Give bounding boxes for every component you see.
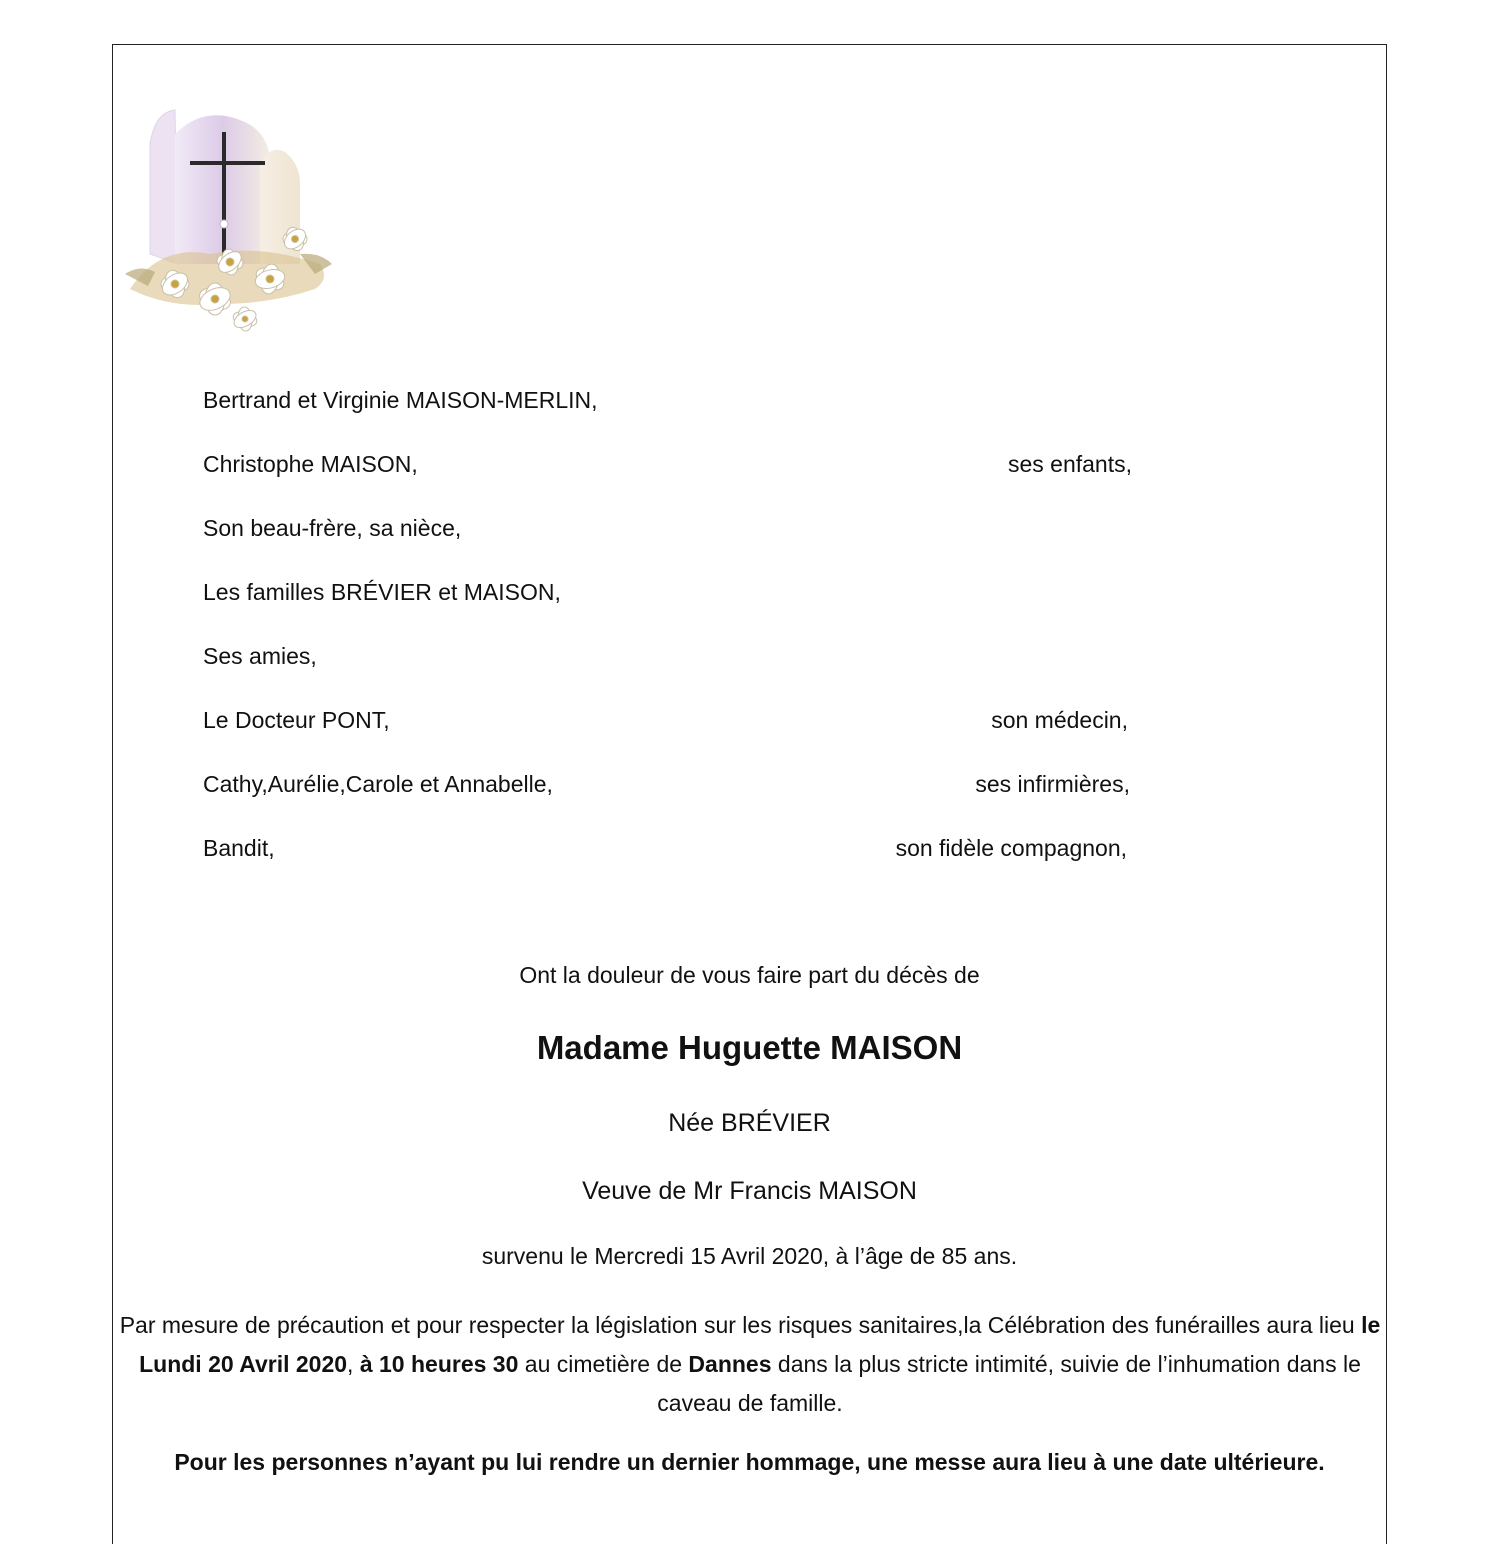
family-member-role: son fidèle compagnon, [895,835,1127,861]
funeral-date: le Lundi 20 Avril 2020 [139,1312,1381,1377]
family-member-name: Bertrand et Virginie MAISON-MERLIN, [203,387,598,413]
details-text: au cimetière de [518,1351,689,1377]
cross-with-flowers-icon [120,104,340,354]
funeral-place: Dannes [688,1351,772,1377]
details-separator: , [347,1351,360,1377]
funeral-time: à 10 heures 30 [359,1351,519,1377]
widow-of: Veuve de Mr Francis MAISON [582,1177,917,1205]
maiden-name: Née BRÉVIER [668,1109,831,1137]
date-of-death: survenu le Mercredi 15 Avril 2020, à l’âge de 85 ans. [481,1243,1018,1269]
details-text: dans la plus stricte intimité, suivie de l’inhumation dans le caveau de famille. [657,1351,1361,1416]
family-member-name: Cathy,Aurélie,Carole et Annabelle, [203,771,553,797]
family-member-name: Christophe MAISON, [203,451,418,477]
family-line-6 [203,705,1133,735]
details-text: Par mesure de précaution et pour respecter la législation sur les risques sanitaires,la Célébration des funérailles aura lieu [119,1312,1362,1338]
deceased-name: Madame Huguette MAISON [536,1029,963,1066]
family-member-name: Ses amies, [203,643,317,669]
family-line-4 [203,577,1133,607]
family-line-1 [203,385,1133,415]
family-line-5 [203,641,1133,671]
family-line-3 [203,513,1133,543]
family-line-8 [203,833,1133,863]
funeral-details [118,1306,1382,1423]
family-line-2 [203,449,1133,479]
family-member-name: Le Docteur PONT, [203,707,390,733]
announcement-intro: Ont la douleur de vous faire part du décès de [519,962,980,988]
family-member-role: ses infirmières, [975,771,1130,797]
family-member-name: Bandit, [203,835,275,861]
family-line-7 [203,769,1133,799]
memorial-mass-note: Pour les personnes n’ayant pu lui rendre un dernier hommage, une messe aura lieu à une date ultérieure. [174,1449,1325,1475]
family-member-role: son médecin, [991,707,1128,733]
family-member-role: ses enfants, [1007,451,1132,477]
family-member-name: Son beau-frère, sa nièce, [203,515,462,541]
family-member-name: Les familles BRÉVIER et MAISON, [203,579,561,605]
